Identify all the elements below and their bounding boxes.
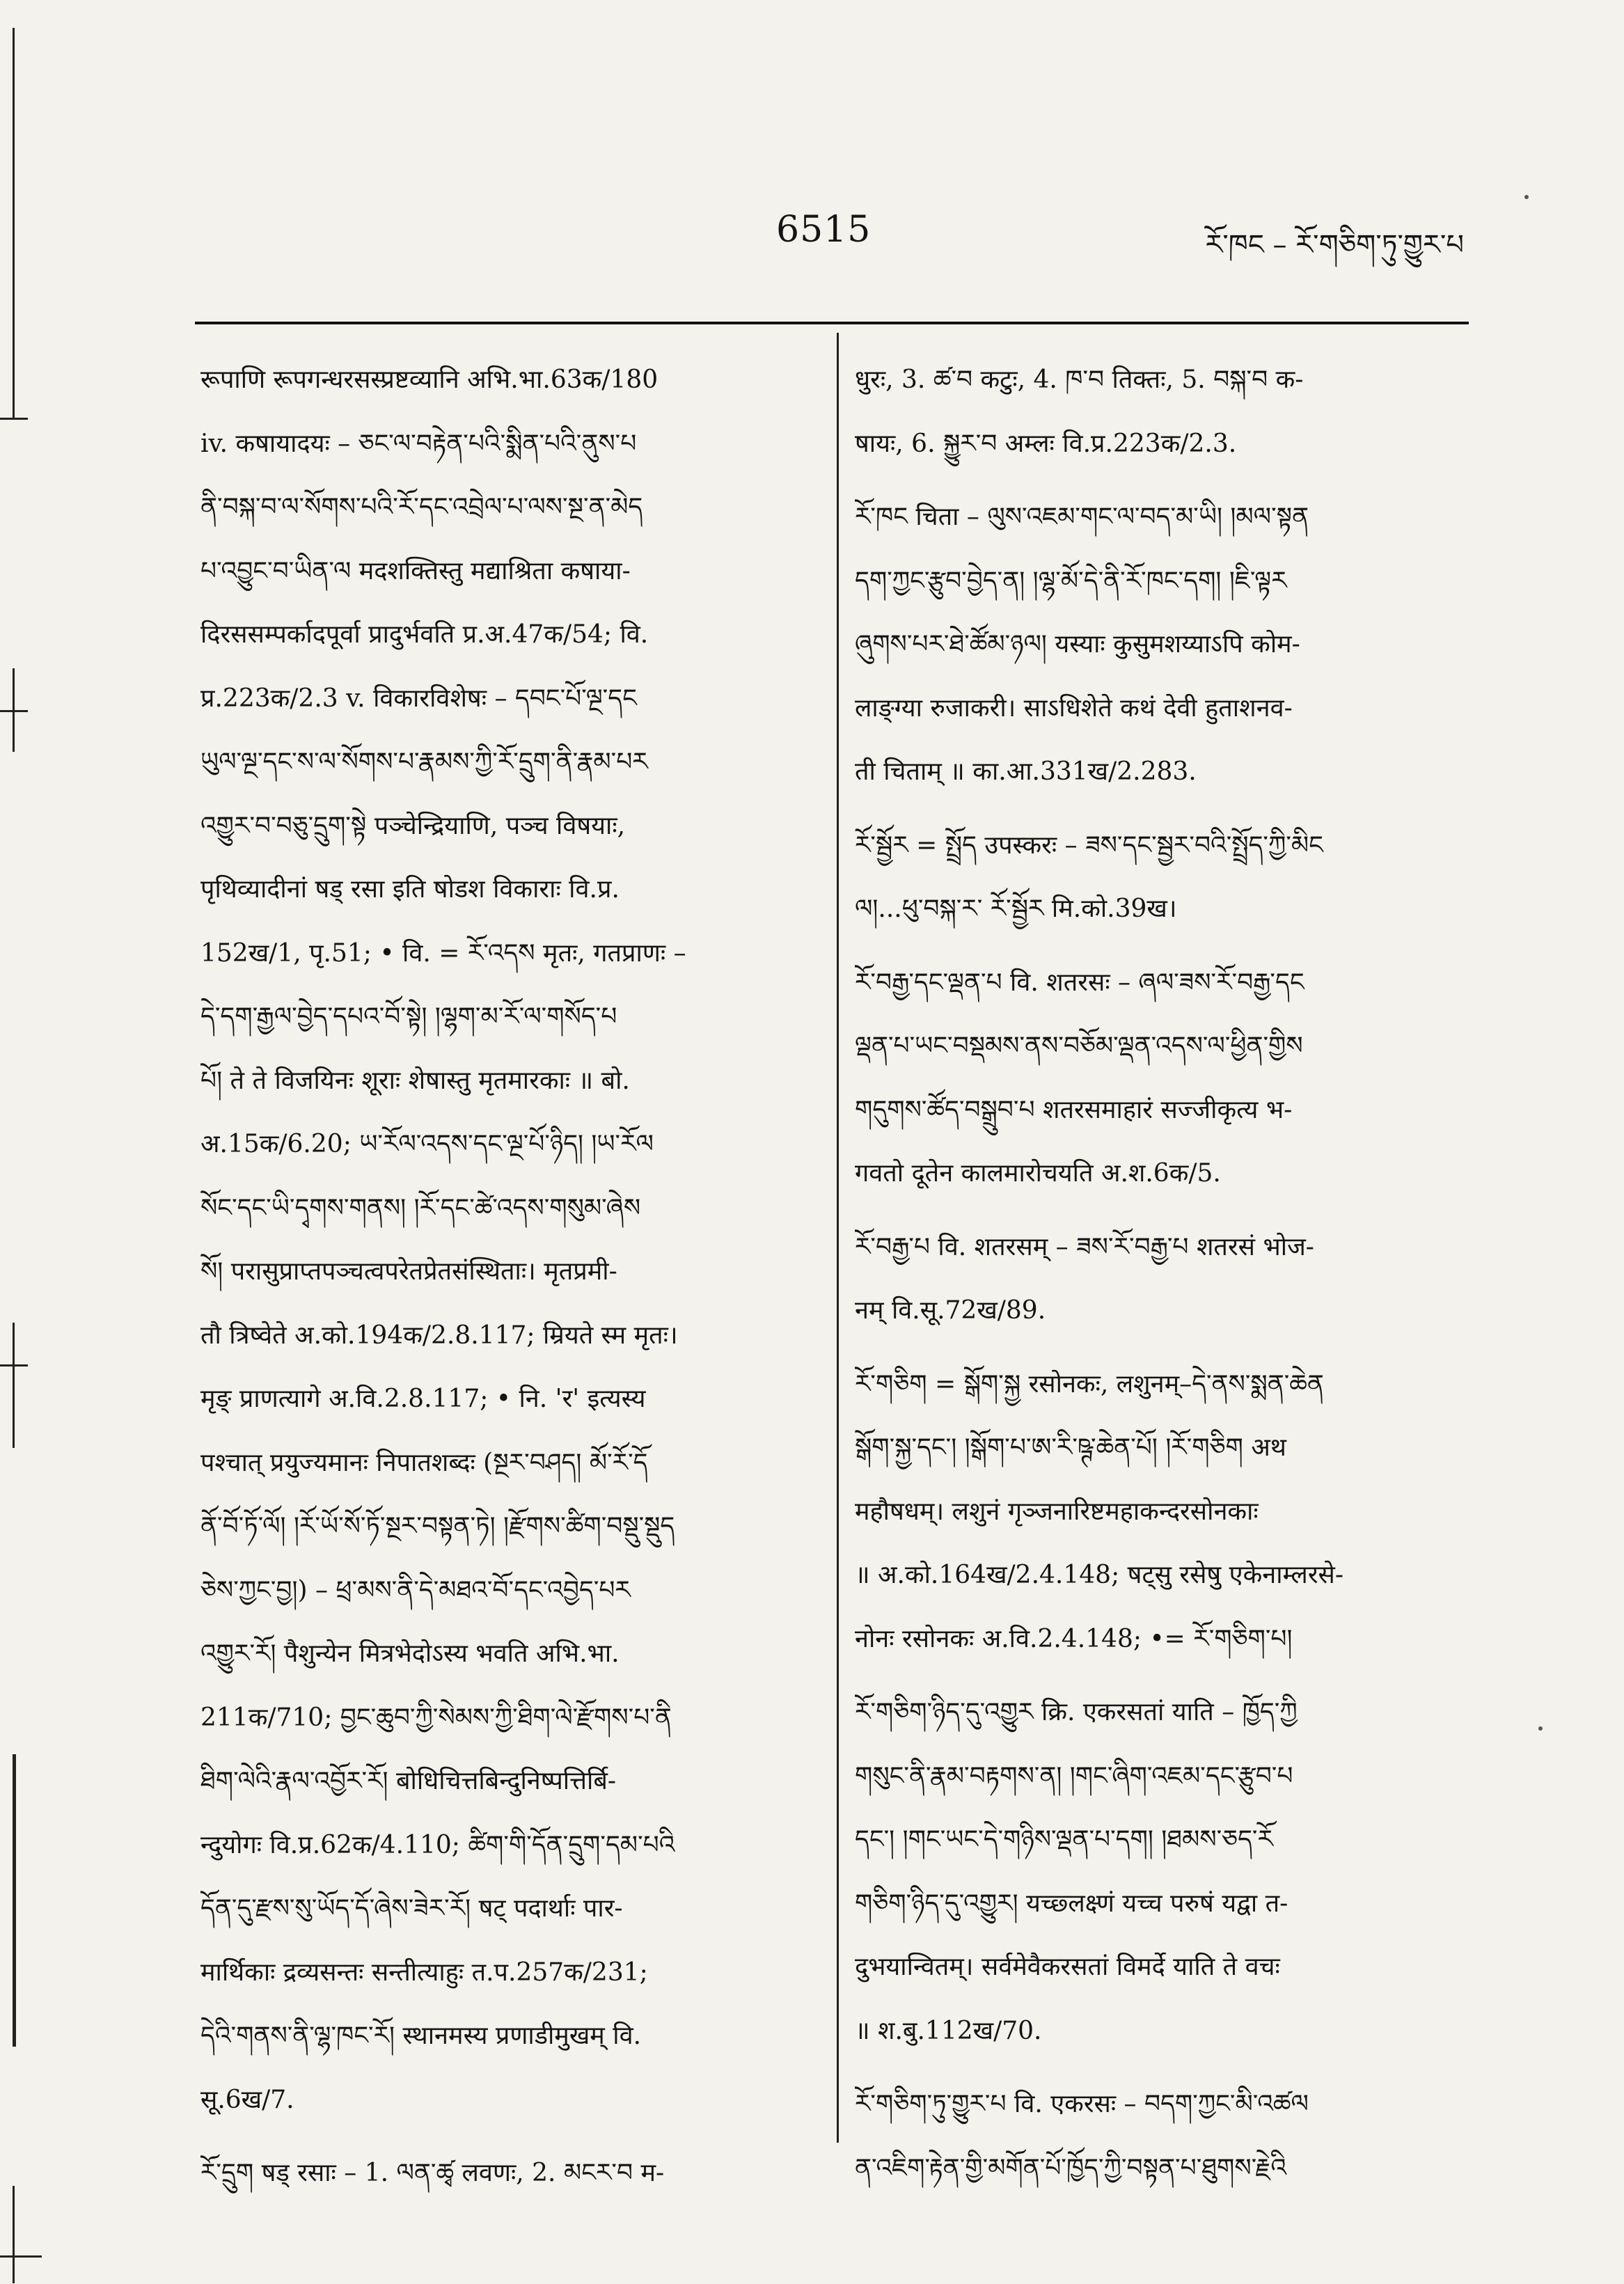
- text-line: པ་འབྱུང་བ་ཡིན་ལ मदशक्तिस्तु मद्याश्रिता कषाया-: [200, 556, 631, 585]
- text-line: दिरससम्पर्कादपूर्वा प्रादुर्भवति प्र.अ.47क/54; वि.: [200, 620, 649, 649]
- text-line: འགྱུར་བ་བཅུ་དྲུག་སྟེ पञ्चेन्द्रियाणि, पञ्च विषयाः,: [200, 811, 626, 840]
- text-line: गवतो दूतेन कालमारोचयति अ.श.6क/5.: [855, 1159, 1221, 1188]
- text-line: རོ་བརྒྱ་པ वि. शतरसम् – ཟས་རོ་བརྒྱ་པ शतरसं भोज-: [855, 1232, 1314, 1261]
- text-line: ཞུགས་པར་ཐེ་ཚོམ་ཉལ། यस्याः कुसुमशय्याऽपि कोम-: [855, 630, 1300, 659]
- text-line: ཐིག་ལེའི་རྣལ་འབྱོར་རོ། बोधिचित्तबिन्दुनिष्पत्तिर्बि-: [200, 1767, 617, 1795]
- running-head: རོ་ཁང – རོ་གཅིག་ཏུ་གྱུར་པ: [1205, 229, 1464, 261]
- text-line: གདུགས་ཚོད་བསྒྲུབ་པ शतरसमाहारं सज्जीकृत्य भ-: [855, 1095, 1293, 1124]
- text-line: སོ། परासुप्राप्तपञ्चत्वपरेतप्रेतसंस्थिताः। मृतप्रमी-: [200, 1257, 617, 1286]
- text-line: महौषधम्। लशुनं गृञ्जनारिष्टमहाकन्दरसोनकाः: [855, 1497, 1259, 1526]
- text-line: ན་འཇིག་རྟེན་གྱི་མགོན་པོ་ཁྱོད་ཀྱི་བསྟན་པ་ཐུགས་རྗེའི: [855, 2153, 1287, 2182]
- text-line: ནོ་བོ་ཏོ་ལོ། །རོ་ཡོ་སོ་ཏོ་སྔར་བསྟན་ཏེ། །རྫོགས་ཚིག་བསྡུ་སྡུད: [200, 1512, 675, 1541]
- scan-speck: [1538, 1726, 1543, 1731]
- text-line: ཡུལ་ལྔ་དང་ས་ལ་སོགས་པ་རྣམས་ཀྱི་རོ་དྲུག་ནི་རྣམ་པར: [200, 748, 648, 776]
- text-line: लाङ्ग्या रुजाकरी। साऽधिशेते कथं देवी हुताशनव-: [855, 693, 1293, 723]
- right-column: [855, 348, 1467, 2200]
- text-line: ती चिताम् ॥ का.आ.331ख/2.283.: [855, 757, 1197, 786]
- text-line: iv. कषायादयः – ཅང་ལ་བརྟེན་པའི་སྨིན་པའི་ནུས་པ: [200, 429, 637, 458]
- text-line: དེའི་གནས་ནི་ལྷ་ཁང་རོ། स्थानमस्य प्रणाडीमुखम् वि.: [200, 2022, 642, 2050]
- text-line: तौ त्रिष्वेते अ.को.194क/2.8.117; म्रियते स्म मृतः।: [200, 1321, 678, 1350]
- text-line: नम् वि.सू.72ख/89.: [855, 1296, 1046, 1325]
- column-divider: [837, 333, 839, 2143]
- entry-gap: [855, 1343, 1467, 1353]
- text-line: नोनः रसोनकः अ.वि.2.4.148; •= རོ་གཅིག་པ།: [855, 1624, 1293, 1653]
- text-line: ॥ अ.को.164ख/2.4.148; षट्सु रसेषु एकेनाम्लरसे-: [855, 1561, 1344, 1589]
- text-line: དང་། །གང་ཡང་དེ་གཉིས་ལྡན་པ་དག། །ཐམས་ཅད་རོ: [855, 1825, 1273, 1854]
- text-line: अ.15क/6.20; ཡ་རོལ་འདས་དང་ལྔ་པོ་ཉིད། །ཡ་རོལ: [200, 1130, 654, 1158]
- entry-gap: [855, 475, 1467, 485]
- text-line: पृथिव्यादीनां षड् रसा इति षोडश विकाराः वि.प्र.: [200, 875, 620, 904]
- text-line: རོ་གཅིག་ཏུ་གྱུར་པ वि. एकरसः – བདག་ཀྱང་མི་འཚལ: [855, 2090, 1309, 2118]
- text-line: ཅེས་ཀྱང་བྱ།) – ཕྲ་མས་ནི་དེ་མཐའ་བོ་དང་འབྱེད་པར: [200, 1575, 631, 1605]
- text-line: གཅིག་ཉིད་དུ་འགྱུར། यच्छ्लक्ष्णं यच्च परुषं यद्वा त-: [855, 1889, 1288, 1918]
- text-line: षायः, 6. སྐྱུར་བ अम्लः वि.प्र.223क/2.3.: [855, 429, 1237, 458]
- text-line: दुभयान्वितम्। सर्वमेवैकरसतां विमर्दे याति ते वचः: [855, 1953, 1280, 1981]
- text-line: ॥ श.बु.112ख/70.: [855, 2016, 1042, 2045]
- scan-edge-mark: [13, 2186, 15, 2283]
- scan-edge-tick: [0, 1364, 28, 1367]
- text-line: ལྡན་པ་ཡང་བསྡམས་ནས་བཅོམ་ལྡན་འདས་ལ་ཕྱིན་གྱིས: [855, 1032, 1303, 1060]
- scan-edge-tick: [0, 2255, 42, 2258]
- scan-edge-tick: [0, 418, 28, 420]
- header-rule: [195, 322, 1469, 324]
- text-line: གསུང་ནི་རྣམ་བརྟགས་ན། །གང་ཞིག་འཇམ་དང་རྩུབ་པ: [855, 1761, 1293, 1790]
- entry-gap: [855, 2063, 1467, 2072]
- text-line: पश्चात् प्रयुज्यमानः निपातशब्दः (སྔར་བཤད། མོ་རོ་དོ: [200, 1448, 648, 1477]
- scan-edge-mark: [13, 1754, 16, 2047]
- text-line: རོ་ཁང चिता – ལུས་འཇམ་གང་ལ་བད་མ་ཡི། །མལ་སྟན: [855, 503, 1309, 531]
- left-column: [200, 348, 813, 2205]
- scan-edge-tick: [0, 710, 28, 712]
- entry-gap: [855, 1206, 1467, 1215]
- text-line: 211क/710; བྱང་ཆུབ་ཀྱི་སེམས་ཀྱི་ཐིག་ལེ་རྫོགས་པ་ནི: [200, 1703, 672, 1732]
- text-line: དེ་དག་རྒྱལ་བྱེད་དཔའ་བོ་སྟེ། །ལྷག་མ་རོ་ལ་གསོད་པ: [200, 1002, 617, 1031]
- text-line: རོ་སྦྱོར = སྤྲོད उपस्करः – ཟས་དང་སྦྱར་བའི་སྤྲོད་ཀྱི་མིང: [855, 830, 1323, 860]
- text-line: ལ།...ཕུ་བསྐ་ར་ རོ་སྦྱོར मि.को.39ख।: [855, 895, 1177, 923]
- text-line: सू.6ख/7.: [200, 2085, 294, 2114]
- entry-gap: [200, 2132, 813, 2141]
- text-line: मृङ् प्राणत्यागे अ.वि.2.8.117; • नि. 'र' इत्यस्य: [200, 1385, 646, 1413]
- text-line: རོ་གཅིག = སྒོག་སྐྱ रसोनकः, लशुनम्–དེ་ནས་སྨན་ཆེན: [855, 1369, 1324, 1399]
- text-line: སྒོག་སྐྱ་དང་། །སྒོག་པ་ཨ་རི་ཥྚ་ཆེན་པོ། །རོ་གཅིག अथ: [855, 1433, 1286, 1462]
- text-line: འགྱུར་རོ། पैशुन्येन मित्रभेदोऽस्य भवति अभि.भा.: [200, 1639, 620, 1668]
- page-number: 6515: [776, 209, 872, 251]
- text-line: मार्थिकाः द्रव्यसन्तः सन्तीत्याहुः त.प.257क/231;: [200, 1958, 648, 1987]
- entry-gap: [855, 1671, 1467, 1680]
- text-line: དོན་དུ་རྫས་སུ་ཡོད་དོ་ཞེས་ཟེར་རོ། षट् पदार्थाः पार-: [200, 1894, 623, 1923]
- page-header: [0, 209, 1624, 265]
- text-line: रूपाणि रूपगन्धरसस्प्रष्टव्यानि अभि.भा.63क/180: [200, 365, 659, 394]
- entry-gap: [855, 941, 1467, 951]
- text-line: རོ་བརྒྱ་དང་ལྡན་པ वि. शतरसः – ཞལ་ཟས་རོ་བརྒྱ་དང: [855, 968, 1304, 997]
- text-line: ནི་བསྐ་བ་ལ་སོགས་པའི་རོ་དང་འབྲེལ་པ་ལས་སྔ་ན་མེད: [200, 493, 643, 521]
- text-line: དག་ཀྱང་རྩུབ་བྱེད་ན། །ལྷ་མོ་དེ་ནི་རོ་ཁང་དག། །ཇི་ལྟར: [855, 566, 1287, 595]
- scan-edge-mark: [13, 1323, 15, 1448]
- entry-gap: [855, 804, 1467, 814]
- text-line: 152ख/1, पृ.51; • वि. = རོ་འདས मृतः, गतप्राणः –: [200, 938, 686, 968]
- text-line: སོང་དང་ཡི་དྭགས་གནས། །རོ་དང་ཚེ་འདས་གསུམ་ཞེས: [200, 1193, 641, 1222]
- text-line: པོ། ते ते विजयिनः शूराः शेषास्तु मृतमारकाः ॥ बो.: [200, 1066, 630, 1095]
- text-line: རོ་དྲུག षड् रसाः – 1. ལན་ཚྭ लवणः, 2. མངར་བ म-: [200, 2159, 665, 2187]
- text-line: རོ་གཅིག་ཉིད་དུ་འགྱུར क्रि. एकरसतां याति – ཁྱོད་ཀྱི: [855, 1698, 1298, 1726]
- scan-speck: [1524, 195, 1529, 199]
- text-line: प्र.223क/2.3 v. विकारविशेषः – དབང་པོ་ལྔ་དང: [200, 684, 637, 713]
- text-line: न्दुयोगः वि.प्र.62क/4.110; ཚིག་གི་དོན་དྲུག་དམ་པའི: [200, 1830, 675, 1859]
- text-line: धुरः, 3. ཚ་བ कटुः, 4. ཁ་བ तिक्तः, 5. བསྐ་བ क-: [855, 365, 1304, 394]
